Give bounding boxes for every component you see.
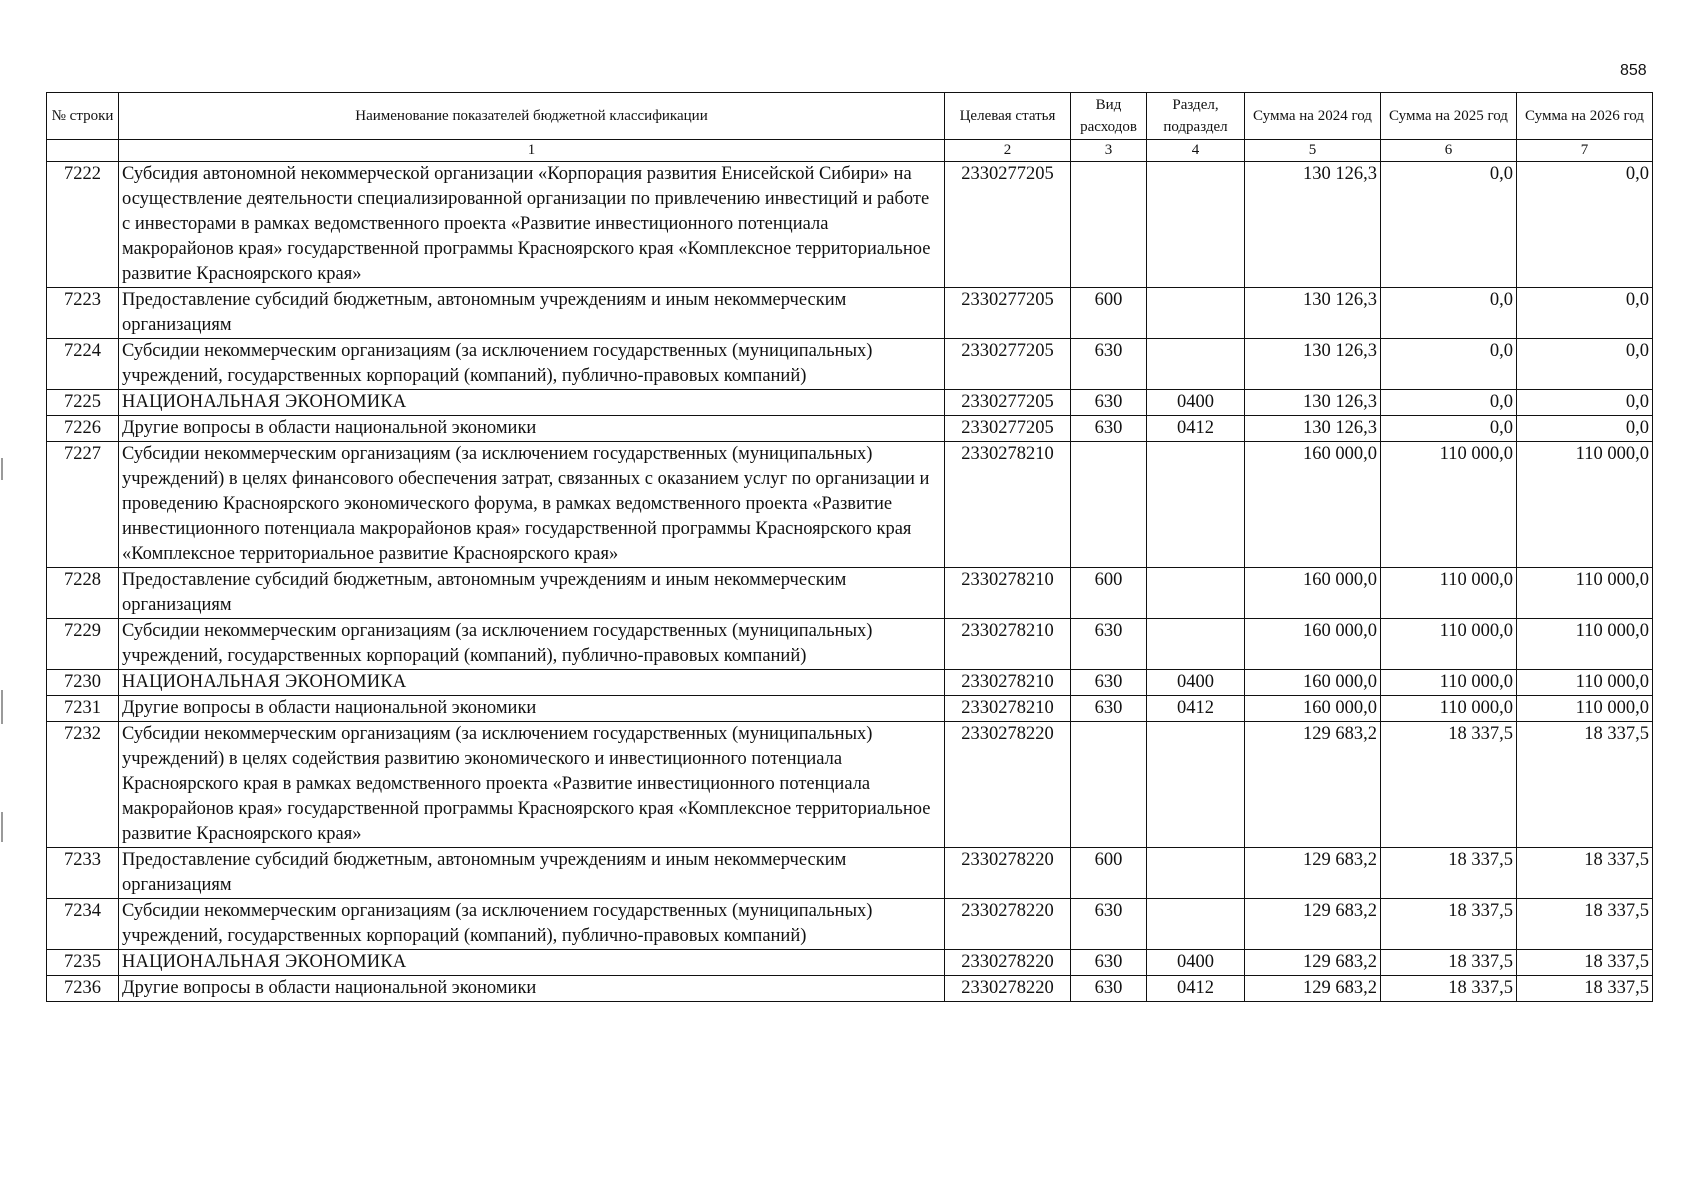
row-sum-2025: 110 000,0 bbox=[1381, 619, 1517, 670]
row-name: Субсидии некоммерческим организациям (за исключением государственных (муниципальных) учреждений, государственных корпораций (компаний), публично-правовых компаний) bbox=[119, 899, 945, 950]
row-section bbox=[1147, 619, 1245, 670]
table-row bbox=[47, 722, 1653, 848]
table-row bbox=[47, 670, 1653, 696]
row-name: Предоставление субсидий бюджетным, автономным учреждениям и иным некоммерческим организациям bbox=[119, 288, 945, 339]
table-row bbox=[47, 390, 1653, 416]
row-number: 7231 bbox=[47, 696, 119, 722]
row-expense-type: 630 bbox=[1071, 899, 1147, 950]
row-name: Другие вопросы в области национальной экономики bbox=[119, 976, 945, 1002]
row-sum-2024: 160 000,0 bbox=[1245, 619, 1381, 670]
table-row bbox=[47, 619, 1653, 670]
row-target: 2330278210 bbox=[945, 619, 1071, 670]
row-target: 2330278210 bbox=[945, 670, 1071, 696]
row-sum-2025: 0,0 bbox=[1381, 339, 1517, 390]
row-number: 7222 bbox=[47, 162, 119, 288]
table-header-row bbox=[47, 93, 1653, 140]
row-sum-2025: 0,0 bbox=[1381, 162, 1517, 288]
row-number: 7224 bbox=[47, 339, 119, 390]
row-sum-2025: 110 000,0 bbox=[1381, 670, 1517, 696]
row-section: 0412 bbox=[1147, 696, 1245, 722]
row-sum-2025: 0,0 bbox=[1381, 390, 1517, 416]
row-section: 0400 bbox=[1147, 390, 1245, 416]
row-number: 7235 bbox=[47, 950, 119, 976]
row-sum-2025: 18 337,5 bbox=[1381, 848, 1517, 899]
header-name: Наименование показателей бюджетной классификации bbox=[119, 93, 945, 140]
row-name: Субсидии некоммерческим организациям (за исключением государственных (муниципальных) учреждений) в целях финансового обеспечения затрат, связанных с оказанием услуг по организации и проведению Красноярского экономического форума, в рамках ведомственного проекта «Развитие инвестиционного потенциала макрорайонов края» государственной программы Красноярского края «Комплексное территориальное развитие Красноярского края» bbox=[119, 442, 945, 568]
table-row bbox=[47, 339, 1653, 390]
row-sum-2025: 110 000,0 bbox=[1381, 696, 1517, 722]
row-sum-2024: 130 126,3 bbox=[1245, 288, 1381, 339]
row-section bbox=[1147, 339, 1245, 390]
column-number-row bbox=[47, 140, 1653, 162]
row-expense-type: 630 bbox=[1071, 390, 1147, 416]
row-expense-type: 630 bbox=[1071, 696, 1147, 722]
row-sum-2026: 18 337,5 bbox=[1517, 722, 1653, 848]
row-section bbox=[1147, 848, 1245, 899]
table-row bbox=[47, 288, 1653, 339]
row-target: 2330278210 bbox=[945, 442, 1071, 568]
row-expense-type: 600 bbox=[1071, 568, 1147, 619]
table-row bbox=[47, 568, 1653, 619]
row-section bbox=[1147, 162, 1245, 288]
row-sum-2026: 18 337,5 bbox=[1517, 950, 1653, 976]
row-number: 7226 bbox=[47, 416, 119, 442]
row-sum-2025: 0,0 bbox=[1381, 416, 1517, 442]
row-sum-2024: 130 126,3 bbox=[1245, 162, 1381, 288]
row-target: 2330277205 bbox=[945, 288, 1071, 339]
header-section: Раздел, подраздел bbox=[1147, 93, 1245, 140]
row-section bbox=[1147, 442, 1245, 568]
row-sum-2026: 0,0 bbox=[1517, 339, 1653, 390]
row-sum-2024: 129 683,2 bbox=[1245, 722, 1381, 848]
row-sum-2026: 110 000,0 bbox=[1517, 670, 1653, 696]
row-target: 2330278220 bbox=[945, 976, 1071, 1002]
row-number: 7228 bbox=[47, 568, 119, 619]
row-sum-2024: 160 000,0 bbox=[1245, 696, 1381, 722]
row-expense-type: 600 bbox=[1071, 848, 1147, 899]
row-expense-type bbox=[1071, 162, 1147, 288]
row-name: НАЦИОНАЛЬНАЯ ЭКОНОМИКА bbox=[119, 390, 945, 416]
table-row bbox=[47, 950, 1653, 976]
table-row bbox=[47, 442, 1653, 568]
row-sum-2026: 18 337,5 bbox=[1517, 899, 1653, 950]
row-expense-type: 630 bbox=[1071, 950, 1147, 976]
row-expense-type bbox=[1071, 722, 1147, 848]
row-expense-type: 630 bbox=[1071, 416, 1147, 442]
row-expense-type bbox=[1071, 442, 1147, 568]
row-number: 7232 bbox=[47, 722, 119, 848]
table-row bbox=[47, 696, 1653, 722]
row-section bbox=[1147, 722, 1245, 848]
row-section bbox=[1147, 568, 1245, 619]
table-row bbox=[47, 162, 1653, 288]
row-section bbox=[1147, 899, 1245, 950]
row-section: 0412 bbox=[1147, 976, 1245, 1002]
row-target: 2330278210 bbox=[945, 568, 1071, 619]
row-sum-2025: 18 337,5 bbox=[1381, 722, 1517, 848]
row-target: 2330278220 bbox=[945, 722, 1071, 848]
row-sum-2024: 160 000,0 bbox=[1245, 442, 1381, 568]
row-sum-2025: 110 000,0 bbox=[1381, 442, 1517, 568]
row-section: 0400 bbox=[1147, 950, 1245, 976]
row-name: Субсидии некоммерческим организациям (за исключением государственных (муниципальных) учреждений, государственных корпораций (компаний), публично-правовых компаний) bbox=[119, 619, 945, 670]
row-number: 7230 bbox=[47, 670, 119, 696]
row-sum-2025: 18 337,5 bbox=[1381, 899, 1517, 950]
header-sum-2025: Сумма на 2025 год bbox=[1381, 93, 1517, 140]
row-number: 7223 bbox=[47, 288, 119, 339]
table-row bbox=[47, 416, 1653, 442]
row-expense-type: 630 bbox=[1071, 619, 1147, 670]
row-name: Субсидии некоммерческим организациям (за исключением государственных (муниципальных) учреждений) в целях содействия развитию экономического и инвестиционного потенциала Красноярского края в рамках ведомственного проекта «Развитие инвестиционного потенциала макрорайонов края» государственной программы Красноярского края «Комплексное территориальное развитие Красноярского края» bbox=[119, 722, 945, 848]
budget-table bbox=[46, 92, 1653, 1002]
row-sum-2026: 0,0 bbox=[1517, 162, 1653, 288]
row-number: 7236 bbox=[47, 976, 119, 1002]
row-sum-2025: 18 337,5 bbox=[1381, 950, 1517, 976]
row-number: 7229 bbox=[47, 619, 119, 670]
row-sum-2026: 110 000,0 bbox=[1517, 696, 1653, 722]
row-sum-2025: 0,0 bbox=[1381, 288, 1517, 339]
column-number: 5 bbox=[1245, 140, 1381, 162]
row-sum-2024: 129 683,2 bbox=[1245, 848, 1381, 899]
row-name: НАЦИОНАЛЬНАЯ ЭКОНОМИКА bbox=[119, 950, 945, 976]
scan-margin-mark bbox=[1, 812, 3, 842]
row-number: 7233 bbox=[47, 848, 119, 899]
row-section bbox=[1147, 288, 1245, 339]
scan-margin-mark bbox=[1, 690, 3, 724]
row-name: Предоставление субсидий бюджетным, автономным учреждениям и иным некоммерческим организациям bbox=[119, 848, 945, 899]
row-name: НАЦИОНАЛЬНАЯ ЭКОНОМИКА bbox=[119, 670, 945, 696]
column-number: 4 bbox=[1147, 140, 1245, 162]
row-target: 2330278220 bbox=[945, 848, 1071, 899]
table-row bbox=[47, 899, 1653, 950]
row-sum-2024: 129 683,2 bbox=[1245, 899, 1381, 950]
row-target: 2330278220 bbox=[945, 950, 1071, 976]
header-expense-type: Вид расходов bbox=[1071, 93, 1147, 140]
column-number: 1 bbox=[119, 140, 945, 162]
header-sum-2026: Сумма на 2026 год bbox=[1517, 93, 1653, 140]
row-number: 7234 bbox=[47, 899, 119, 950]
row-name: Субсидия автономной некоммерческой организации «Корпорация развития Енисейской Сибири» на осуществление деятельности специализированной организации по привлечению инвестиций и работе с инвесторами в рамках ведомственного проекта «Развитие инвестиционного потенциала макрорайонов края» государственной программы Красноярского края «Комплексное территориальное развитие Красноярского края» bbox=[119, 162, 945, 288]
row-number: 7225 bbox=[47, 390, 119, 416]
table-row bbox=[47, 848, 1653, 899]
row-sum-2024: 130 126,3 bbox=[1245, 390, 1381, 416]
row-target: 2330277205 bbox=[945, 339, 1071, 390]
row-number: 7227 bbox=[47, 442, 119, 568]
row-target: 2330277205 bbox=[945, 390, 1071, 416]
row-sum-2024: 130 126,3 bbox=[1245, 339, 1381, 390]
row-sum-2026: 0,0 bbox=[1517, 416, 1653, 442]
row-expense-type: 630 bbox=[1071, 670, 1147, 696]
scan-margin-mark bbox=[1, 458, 3, 480]
row-sum-2026: 0,0 bbox=[1517, 288, 1653, 339]
column-number: 7 bbox=[1517, 140, 1653, 162]
row-sum-2024: 160 000,0 bbox=[1245, 568, 1381, 619]
row-expense-type: 630 bbox=[1071, 339, 1147, 390]
row-name: Другие вопросы в области национальной экономики bbox=[119, 696, 945, 722]
column-number: 6 bbox=[1381, 140, 1517, 162]
row-sum-2026: 110 000,0 bbox=[1517, 568, 1653, 619]
row-name: Предоставление субсидий бюджетным, автономным учреждениям и иным некоммерческим организациям bbox=[119, 568, 945, 619]
row-sum-2025: 110 000,0 bbox=[1381, 568, 1517, 619]
column-number bbox=[47, 140, 119, 162]
row-name: Другие вопросы в области национальной экономики bbox=[119, 416, 945, 442]
row-sum-2024: 129 683,2 bbox=[1245, 976, 1381, 1002]
row-sum-2024: 160 000,0 bbox=[1245, 670, 1381, 696]
row-target: 2330278220 bbox=[945, 899, 1071, 950]
header-sum-2024: Сумма на 2024 год bbox=[1245, 93, 1381, 140]
row-expense-type: 600 bbox=[1071, 288, 1147, 339]
row-sum-2025: 18 337,5 bbox=[1381, 976, 1517, 1002]
table-row bbox=[47, 976, 1653, 1002]
row-sum-2024: 130 126,3 bbox=[1245, 416, 1381, 442]
row-sum-2026: 18 337,5 bbox=[1517, 976, 1653, 1002]
header-row-no: № строки bbox=[47, 93, 119, 140]
row-name: Субсидии некоммерческим организациям (за исключением государственных (муниципальных) учреждений, государственных корпораций (компаний), публично-правовых компаний) bbox=[119, 339, 945, 390]
column-number: 3 bbox=[1071, 140, 1147, 162]
row-target: 2330277205 bbox=[945, 416, 1071, 442]
page-number: 858 bbox=[1620, 62, 1647, 79]
row-sum-2024: 129 683,2 bbox=[1245, 950, 1381, 976]
row-sum-2026: 110 000,0 bbox=[1517, 619, 1653, 670]
row-sum-2026: 110 000,0 bbox=[1517, 442, 1653, 568]
row-target: 2330278210 bbox=[945, 696, 1071, 722]
row-sum-2026: 18 337,5 bbox=[1517, 848, 1653, 899]
row-target: 2330277205 bbox=[945, 162, 1071, 288]
header-target: Целевая статья bbox=[945, 93, 1071, 140]
row-sum-2026: 0,0 bbox=[1517, 390, 1653, 416]
column-number: 2 bbox=[945, 140, 1071, 162]
row-section: 0412 bbox=[1147, 416, 1245, 442]
row-expense-type: 630 bbox=[1071, 976, 1147, 1002]
row-section: 0400 bbox=[1147, 670, 1245, 696]
